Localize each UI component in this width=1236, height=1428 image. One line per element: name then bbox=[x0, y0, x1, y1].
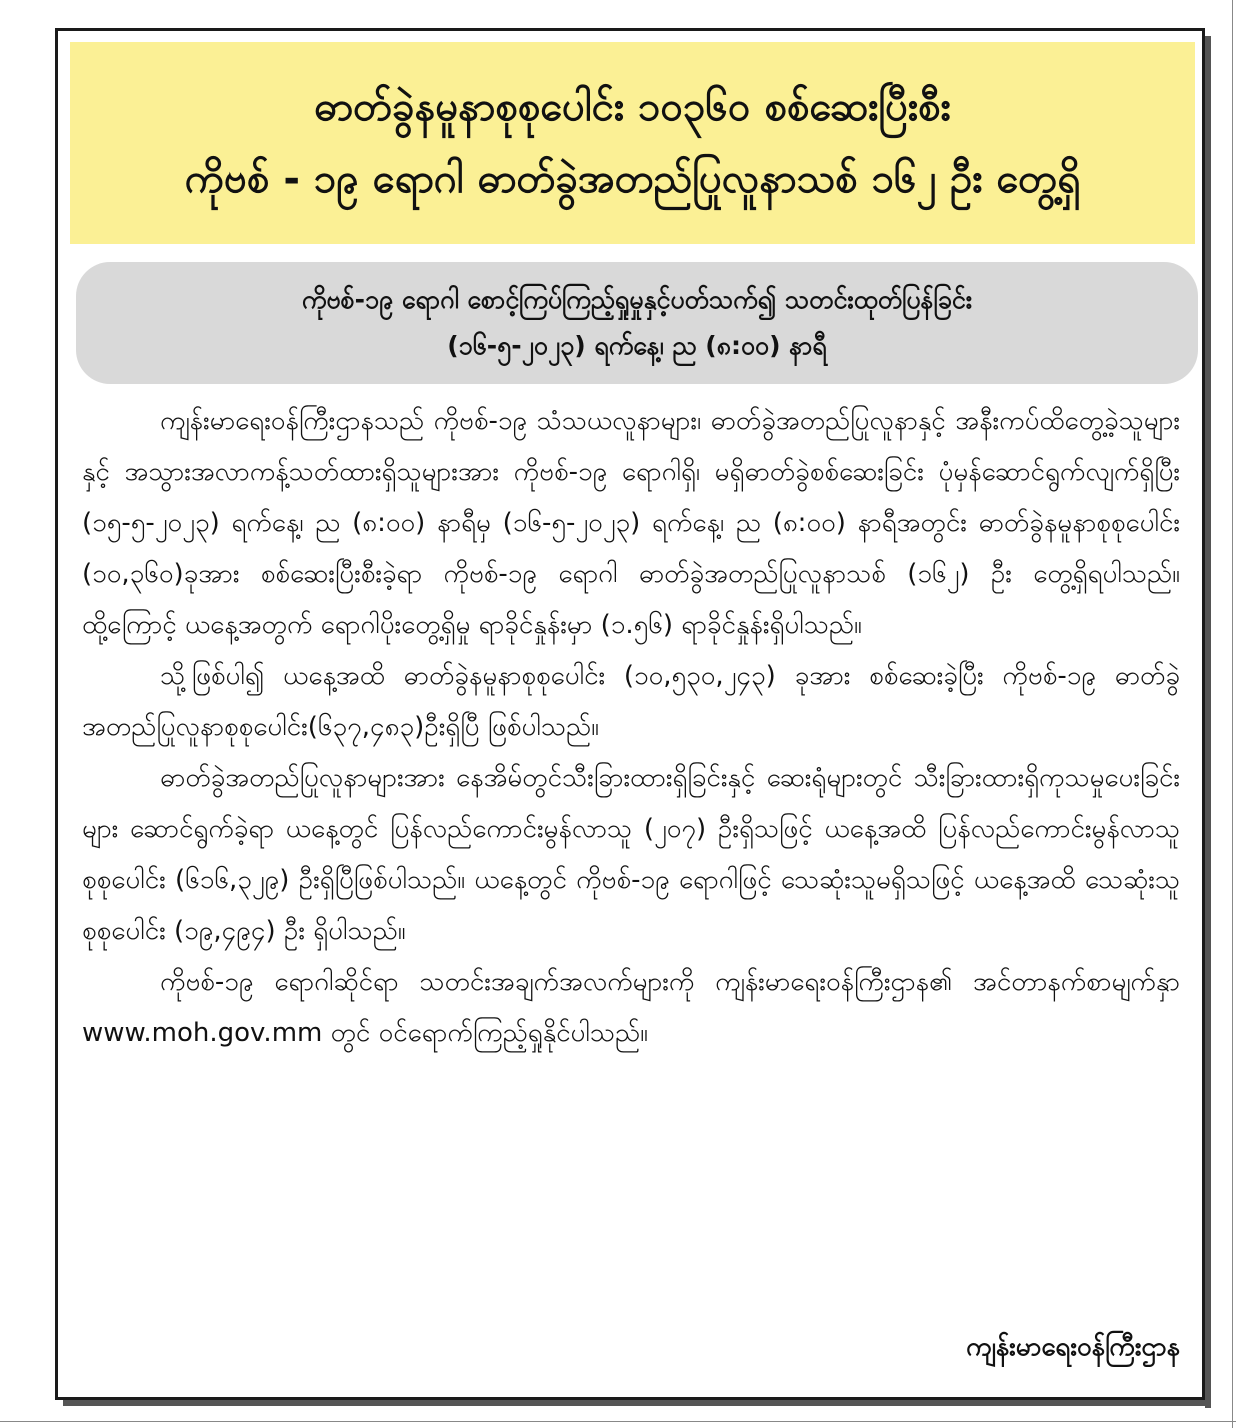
body-paragraph-3: ဓာတ်ခွဲအတည်ပြုလူနာများအား နေအိမ်တွင်သီးခြားထားရှိခြင်းနှင့် ဆေးရုံများတွင် သီးခြားထားရှိကုသမှုပေးခြင်းများ ဆောင်ရွက်ခဲ့ရာ ယနေ့တွင် ပြန်လည်ကောင်းမွန်လာသူ (၂၀၇) ဦးရှိသဖြင့် ယနေ့အထိ ပြန်လည်ကောင်းမွန်လာသူ စုစုပေါင်း (၆၁၆,၃၂၉) ဦးရှိပြီဖြစ်ပါသည်။ ယနေ့တွင် ကိုဗစ်-၁၉ ရောဂါဖြင့် သေဆုံးသူမရှိသဖြင့် ယနေ့အထိ သေဆုံးသူစုစုပေါင်း (၁၉,၄၉၄) ဦး ရှိပါသည်။ bbox=[82, 763, 1180, 946]
page-edge-rule-right bbox=[1232, 0, 1233, 1428]
page-edge-rule-bottom bbox=[0, 1421, 1236, 1422]
headline-line-2: ကိုဗစ် - ၁၉ ရောဂါ ဓာတ်ခွဲအတည်ပြုလူနာသစ် ၁၆၂ ဦး တွေ့ရှိ bbox=[184, 156, 1081, 202]
frame-shadow-right bbox=[1205, 36, 1211, 1408]
body-paragraph-4: ကိုဗစ်-၁၉ ရောဂါဆိုင်ရာ သတင်းအချက်အလက်များကို ကျန်းမာရေးဝန်ကြီးဌာန၏ အင်တာနက်စာမျက်နှာ www.moh.gov.mm တွင် ဝင်ရောက်ကြည့်ရှုနိုင်ပါသည်။ bbox=[82, 967, 1180, 1048]
announcement-body bbox=[82, 396, 1180, 1059]
headline-banner bbox=[70, 42, 1195, 244]
headline-line-1: ဓာတ်ခွဲနမူနာစုစုပေါင်း ၁၀၃၆၀ စစ်ဆေးပြီးစီး bbox=[314, 84, 951, 130]
issuer-signature: ကျန်းမာရေးဝန်ကြီးဌာန bbox=[966, 1332, 1180, 1362]
body-paragraph-2: သို့ဖြစ်ပါ၍ ယနေ့အထိ ဓာတ်ခွဲနမူနာစုစုပေါင်း (၁၀,၅၃၀,၂၄၃) ခုအား စစ်ဆေးခဲ့ပြီး ကိုဗစ်-၁၉ ဓာတ်ခွဲအတည်ပြုလူနာစုစုပေါင်း(၆၃၇,၄၈၃)ဦးရှိပြီ ဖြစ်ပါသည်။ bbox=[82, 661, 1180, 742]
subheading-banner bbox=[76, 262, 1198, 384]
body-paragraph-1: ကျန်းမာရေးဝန်ကြီးဌာနသည် ကိုဗစ်-၁၉ သံသယလူနာများ၊ ဓာတ်ခွဲအတည်ပြုလူနာနှင့် အနီးကပ်ထိတွေ့ခဲ့သူများနှင့် အသွားအလာကန့်သတ်ထားရှိသူများအား ကိုဗစ်-၁၉ ရောဂါရှိ၊ မရှိဓာတ်ခွဲစစ်ဆေးခြင်း ပုံမှန်ဆောင်ရွက်လျက်ရှိပြီး (၁၅-၅-၂၀၂၃) ရက်နေ့၊ ည (၈:၀၀) နာရီမှ (၁၆-၅-၂၀၂၃) ရက်နေ့၊ ည (၈:၀၀) နာရီအတွင်း ဓာတ်ခွဲနမူနာစုစုပေါင်း (၁၀,၃၆၀)ခုအား စစ်ဆေးပြီးစီးခဲ့ရာ ကိုဗစ်-၁၉ ရောဂါ ဓာတ်ခွဲအတည်ပြုလူနာသစ် (၁၆၂) ဦး တွေ့ရှိရပါသည်။ ထို့ကြောင့် ယနေ့အတွက် ရောဂါပိုးတွေ့ရှိမှု ရာခိုင်နှုန်းမှာ (၁.၅၆) ရာခိုင်နှုန်းရှိပါသည်။ bbox=[82, 406, 1180, 640]
frame-shadow-bottom bbox=[63, 1400, 1211, 1406]
subheading-date: (၁၆-၅-၂၀၂၃) ရက်နေ့၊ ည (၈:၀၀) နာရီ bbox=[447, 331, 827, 360]
subheading-title: ကိုဗစ်-၁၉ ရောဂါ စောင့်ကြပ်ကြည့်ရှုမှုနှင့်ပတ်သက်၍ သတင်းထုတ်ပြန်ခြင်း bbox=[301, 285, 973, 314]
